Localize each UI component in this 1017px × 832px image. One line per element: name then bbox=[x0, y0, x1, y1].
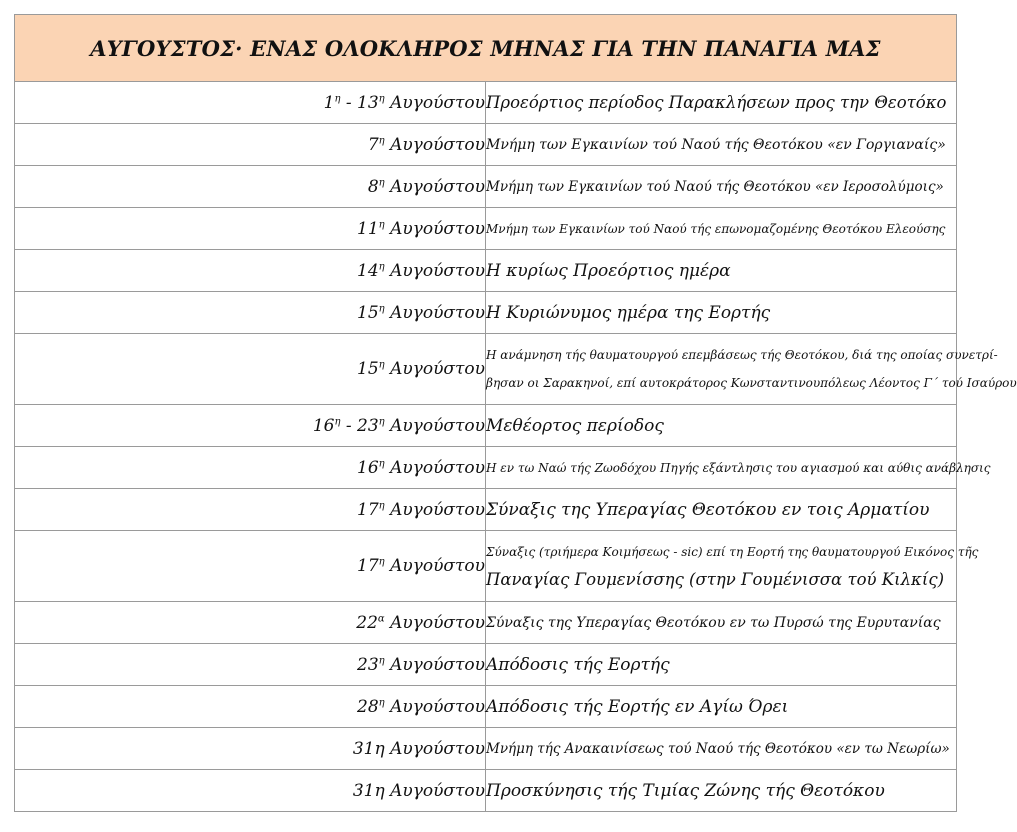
date-ordinal: η bbox=[378, 556, 385, 568]
date-number: 28 bbox=[357, 696, 379, 717]
date-ordinal: η bbox=[378, 302, 385, 314]
date-cell bbox=[15, 166, 486, 208]
date-month: Αυγούστου bbox=[384, 499, 485, 520]
table-row bbox=[15, 770, 957, 812]
event-text-line: Παναγίας Γουμενίσσης (στην Γουμένισσα τού Κιλκίς) bbox=[486, 570, 945, 589]
event-text-line: Μνήμη των Εγκαινίων τού Ναού τής Θεοτόκου «εν Γοργιαναίς» bbox=[486, 136, 946, 153]
table-row bbox=[15, 447, 957, 489]
table-row bbox=[15, 250, 957, 292]
date-ordinal-end: η bbox=[378, 92, 385, 104]
date-ordinal: η bbox=[378, 218, 385, 230]
feast-table bbox=[14, 14, 1017, 812]
date-month: Αυγούστου bbox=[384, 302, 485, 323]
event-cell bbox=[486, 208, 957, 250]
date-number: 7 bbox=[367, 134, 379, 155]
date-number-end: 13 bbox=[357, 92, 379, 113]
date-ordinal: α bbox=[377, 612, 385, 624]
table-row bbox=[15, 686, 957, 728]
date-ordinal: η bbox=[334, 415, 341, 427]
date-number: 22 bbox=[356, 612, 378, 633]
date-ordinal: η bbox=[378, 499, 385, 511]
date-month: Αυγούστου bbox=[384, 696, 485, 717]
date-number: 17 bbox=[357, 556, 379, 576]
date-number: 23 bbox=[357, 654, 379, 675]
table-row bbox=[15, 602, 957, 644]
date-number: 31η Αυγούστου bbox=[352, 738, 485, 759]
date-number: 1 bbox=[323, 92, 335, 113]
date-number-end: 23 bbox=[357, 415, 379, 436]
table-row bbox=[15, 292, 957, 334]
date-month: Αυγούστου bbox=[384, 612, 485, 633]
event-text-line: Η εν τω Ναώ τής Ζωοδόχου Πηγής εξάντλησις του αγιασμού και αύθις ανάβλησις bbox=[486, 460, 991, 475]
event-cell bbox=[486, 447, 991, 489]
date-number: 14 bbox=[357, 260, 379, 281]
event-text-line: Σύναξις (τριήμερα Κοιμήσεως - sic) επί τη Εορτή της θαυματουργού Εικόνος τῆς bbox=[486, 545, 979, 559]
event-cell bbox=[486, 489, 957, 531]
event-cell bbox=[486, 334, 1017, 405]
date-number: 15 bbox=[357, 302, 379, 323]
date-cell bbox=[15, 686, 486, 728]
event-text-line: Μνήμη των Εγκαινίων τού Ναού τής Θεοτόκου «εν Ιεροσολύμοις» bbox=[486, 178, 944, 195]
date-ordinal: η bbox=[378, 696, 385, 708]
date-cell bbox=[15, 208, 486, 250]
table-row bbox=[15, 208, 957, 250]
event-text-line: Προεόρτιος περίοδος Παρακλήσεων προς την Θεοτόκο bbox=[486, 92, 947, 112]
event-cell bbox=[486, 531, 979, 602]
date-cell bbox=[15, 728, 486, 770]
date-month: Αυγούστου bbox=[384, 359, 485, 379]
date-ordinal: η bbox=[378, 654, 385, 666]
date-cell bbox=[15, 531, 486, 602]
event-text-line: Η κυρίως Προεόρτιος ημέρα bbox=[486, 260, 731, 281]
event-text-line: Προσκύνησις τής Τιμίας Ζώνης τής Θεοτόκου bbox=[486, 780, 885, 801]
date-month: Αυγούστου bbox=[384, 92, 485, 113]
date-number: 16 bbox=[312, 415, 335, 436]
date-cell bbox=[15, 602, 486, 644]
event-text-line: Μνήμη των Εγκαινίων τού Ναού τής επωνομαζομένης Θεοτόκου Ελεούσης bbox=[486, 221, 946, 236]
date-cell bbox=[15, 292, 486, 334]
table-row bbox=[15, 334, 957, 405]
date-cell bbox=[15, 82, 486, 124]
date-month: Αυγούστου bbox=[384, 457, 485, 478]
table-row bbox=[15, 82, 957, 124]
date-month: Αυγούστου bbox=[384, 654, 485, 675]
table-title: ΑΥΓΟΥΣΤΟΣ· ΕΝΑΣ ΟΛΟΚΛΗΡΟΣ ΜΗΝΑΣ ΓΙΑ ΤΗΝ ΠΑΝΑΓΙΑ ΜΑΣ bbox=[15, 15, 957, 82]
event-cell bbox=[486, 166, 957, 208]
event-text-line: Σύναξις της Υπεραγίας Θεοτόκου εν τοις Αρματίου bbox=[486, 499, 930, 520]
date-cell bbox=[15, 334, 486, 405]
event-cell bbox=[486, 82, 957, 124]
date-month: Αυγούστου bbox=[384, 260, 485, 281]
event-cell bbox=[486, 686, 957, 728]
date-cell bbox=[15, 124, 486, 166]
date-range-separator: - bbox=[340, 92, 358, 113]
date-ordinal: η bbox=[378, 359, 385, 371]
table-row bbox=[15, 405, 957, 447]
date-ordinal: η bbox=[378, 457, 385, 469]
date-month: Αυγούστου bbox=[384, 218, 485, 239]
event-text-line: Η Κυριώνυμος ημέρα της Εορτής bbox=[486, 302, 771, 323]
event-cell bbox=[486, 644, 957, 686]
date-cell bbox=[15, 250, 486, 292]
date-cell bbox=[15, 405, 486, 447]
event-cell bbox=[486, 124, 957, 166]
date-ordinal-end: η bbox=[378, 415, 385, 427]
date-ordinal: η bbox=[334, 92, 341, 104]
date-cell bbox=[15, 644, 486, 686]
event-cell bbox=[486, 602, 957, 644]
date-number: 8 bbox=[367, 176, 379, 197]
event-text-line: Απόδοσις τής Εορτής εν Αγίω Όρει bbox=[486, 696, 789, 717]
date-ordinal: η bbox=[378, 134, 385, 146]
date-ordinal: η bbox=[378, 176, 385, 188]
table-body bbox=[15, 82, 1017, 812]
date-cell bbox=[15, 770, 486, 812]
table-row bbox=[15, 124, 957, 166]
event-text-line: Η ανάμνηση τής θαυματουργού επεμβάσεως τής Θεοτόκου, διά της οποίας συνετρί- bbox=[486, 348, 998, 362]
event-text-line: Απόδοσις τής Εορτής bbox=[486, 654, 670, 675]
date-cell bbox=[15, 447, 486, 489]
table-row bbox=[15, 531, 957, 602]
date-month: Αυγούστου bbox=[384, 556, 485, 576]
date-cell bbox=[15, 489, 486, 531]
date-ordinal: η bbox=[378, 260, 385, 272]
date-number: 11 bbox=[357, 218, 379, 239]
event-cell bbox=[486, 292, 957, 334]
title-row bbox=[15, 15, 957, 82]
date-range-separator: - bbox=[340, 415, 358, 436]
table-row bbox=[15, 489, 957, 531]
event-cell bbox=[486, 728, 957, 770]
event-cell bbox=[486, 770, 957, 812]
event-cell bbox=[486, 250, 957, 292]
date-number: 17 bbox=[357, 499, 379, 520]
event-cell bbox=[486, 405, 957, 447]
event-text-line: βησαν οι Σαρακηνοί, επί αυτοκράτορος Κωνσταντινουπόλεως Λέοντος Γ΄ τού Ισαύρου bbox=[486, 376, 1017, 390]
table-row bbox=[15, 728, 957, 770]
date-number: 31η Αυγούστου bbox=[352, 780, 485, 801]
date-number: 16 bbox=[357, 457, 379, 478]
event-text-line: Μνήμη τής Ανακαινίσεως τού Ναού τής Θεοτόκου «εν τω Νεωρίω» bbox=[486, 740, 950, 757]
date-number: 15 bbox=[357, 359, 379, 379]
table-row bbox=[15, 644, 957, 686]
event-text-line: Μεθέορτος περίοδος bbox=[486, 415, 664, 436]
date-month: Αυγούστου bbox=[384, 176, 485, 197]
event-text-line: Σύναξις της Υπεραγίας Θεοτόκου εν τω Πυρσώ της Ευρυτανίας bbox=[486, 614, 941, 631]
date-month: Αυγούστου bbox=[384, 415, 485, 436]
table-row bbox=[15, 166, 957, 208]
date-month: Αυγούστου bbox=[384, 134, 485, 155]
